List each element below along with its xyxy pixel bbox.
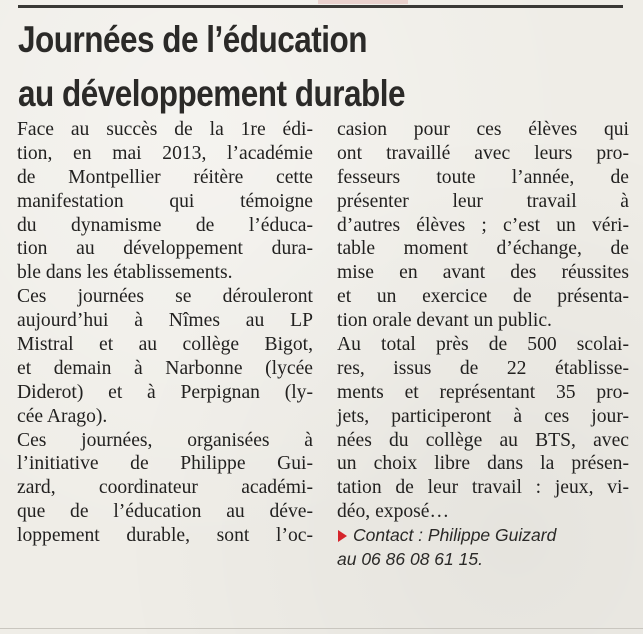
text-line: ble dans les établissements. xyxy=(17,262,233,284)
text-line: d’autres élèves ; c’est un véri- xyxy=(337,214,629,236)
text-line: déo, exposé… xyxy=(337,501,450,523)
text-line: Face au succès de la 1re édi- xyxy=(17,119,313,140)
text-line: manifestation qui témoigne xyxy=(17,190,313,212)
contact-phone: au 06 86 08 61 15. xyxy=(337,549,483,570)
text-line: res, issus de 22 établisse- xyxy=(337,357,629,379)
text-line: nées du collège au BTS, avec xyxy=(337,429,629,451)
top-rule xyxy=(18,5,623,8)
bottom-rule xyxy=(0,628,643,629)
text-line: l’initiative de Philippe Gui- xyxy=(17,453,313,475)
text-line: un choix libre dans la présen- xyxy=(337,453,629,475)
text-line: que de l’éducation au déve- xyxy=(17,501,313,523)
text-line: tion orale devant un public. xyxy=(337,310,552,332)
text-line: table moment d’échange, de xyxy=(337,238,629,260)
text-line: ments et représentant 35 pro- xyxy=(337,381,629,403)
text-line: zard, coordinateur académi- xyxy=(17,477,313,499)
text-line: aujourd’hui à Nîmes au LP xyxy=(17,310,313,332)
text-line: tion au développement dura- xyxy=(17,238,313,260)
red-triangle-arrow-icon xyxy=(338,530,347,542)
text-line: casion pour ces élèves qui xyxy=(337,119,629,140)
article-column-left xyxy=(17,118,313,548)
text-line: jets, participeront à ces jour- xyxy=(337,405,629,427)
text-line: Mistral et au collège Bigot, xyxy=(17,334,313,356)
text-line: tation de leur travail : jeux, vi- xyxy=(337,477,629,499)
text-line: cée Arago). xyxy=(17,405,108,427)
text-line: loppement durable, sont l’oc- xyxy=(17,525,313,547)
headline-line-2: au développement durable xyxy=(18,72,406,114)
contact-line xyxy=(337,524,629,548)
text-line: Ces journées se dérouleront xyxy=(17,286,313,308)
text-line: présenter leur travail à xyxy=(337,190,629,212)
text-line: Ces journées, organisées à xyxy=(17,429,313,451)
text-line: fesseurs toute l’année, de xyxy=(337,166,629,188)
text-line: mise en avant des réussites xyxy=(337,262,629,284)
text-line: Au total près de 500 scolai- xyxy=(337,334,629,356)
contact-name: Contact : Philippe Guizard xyxy=(353,525,557,546)
text-line: tion, en mai 2013, l’académie xyxy=(17,142,313,164)
text-line: Diderot) et à Perpignan (ly- xyxy=(17,381,313,403)
article-headline xyxy=(18,12,530,120)
text-line: de Montpellier réitère cette xyxy=(17,166,313,188)
text-line: et un exercice de présenta- xyxy=(337,286,629,308)
text-line: et demain à Narbonne (lycée xyxy=(17,357,313,379)
headline-line-1: Journées de l’éducation xyxy=(18,18,368,60)
text-line: du dynamisme de l’éduca- xyxy=(17,214,313,236)
bleed-through-mark xyxy=(318,0,408,4)
text-line: ont travaillé avec leurs pro- xyxy=(337,142,629,164)
article-column-right xyxy=(337,118,629,572)
